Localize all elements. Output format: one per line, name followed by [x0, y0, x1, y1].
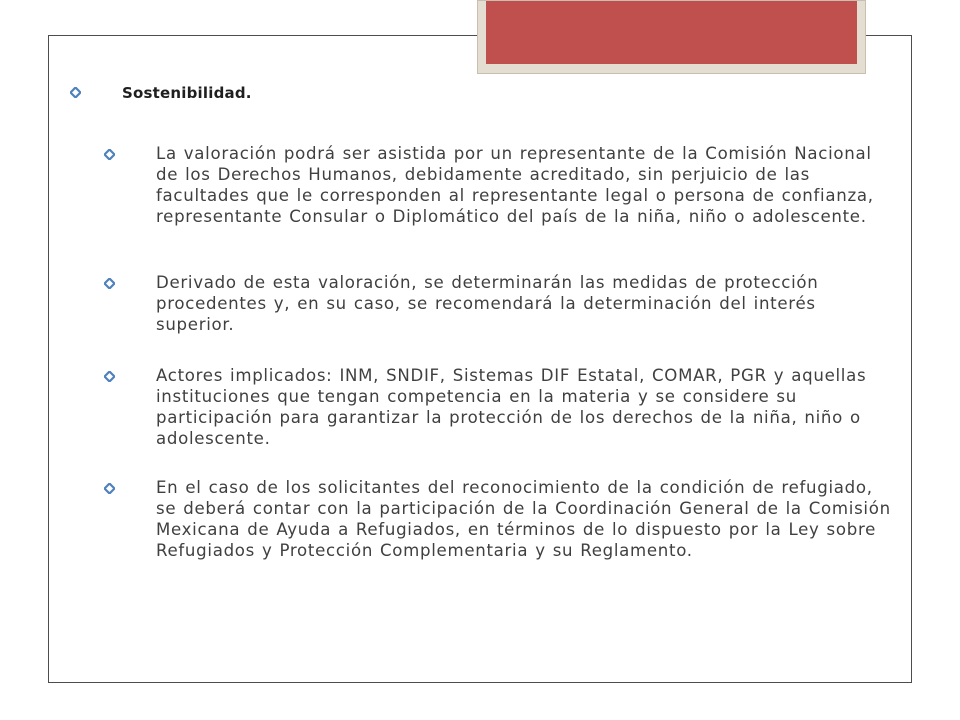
bullet-icon [104, 371, 115, 382]
list-item-text: La valoración podrá ser asistida por un representante de la Comisión Nacional de los Derechos Humanos, debidamente acreditado, sin perjuicio de las facultades que le corresponden al representante legal o persona de confianza, representante Consular o Diplomático del país de la niña, niño o adolescente. [156, 144, 874, 226]
list-item-text: Actores implicados: INM, SNDIF, Sistemas DIF Estatal, COMAR, PGR y aquellas instituciones que tengan competencia en la materia y se considere su participación para garantizar la protección de los derechos de la niña, niño o adolescente. [156, 366, 867, 448]
slide-frame [48, 35, 912, 683]
heading-row [70, 84, 870, 108]
decorative-banner-fill [486, 1, 857, 64]
bullet-icon [70, 87, 81, 98]
decorative-banner [477, 0, 866, 74]
bullet-icon [104, 149, 115, 160]
bullet-icon [104, 483, 115, 494]
list-item-text: En el caso de los solicitantes del reconocimiento de la condición de refugiado, se deberá contar con la participación de la Coordinación General de la Comisión Mexicana de Ayuda a Refugiados, en términos de lo dispuesto por la Ley sobre Refugiados y Protección Complementaria y su Reglamento. [156, 478, 891, 560]
slide-heading: Sostenibilidad. [122, 84, 252, 102]
list-item-text: Derivado de esta valoración, se determinarán las medidas de protección procedentes y, en su caso, se recomendará la determinación del interés superior. [156, 273, 819, 334]
bullet-icon [104, 278, 115, 289]
